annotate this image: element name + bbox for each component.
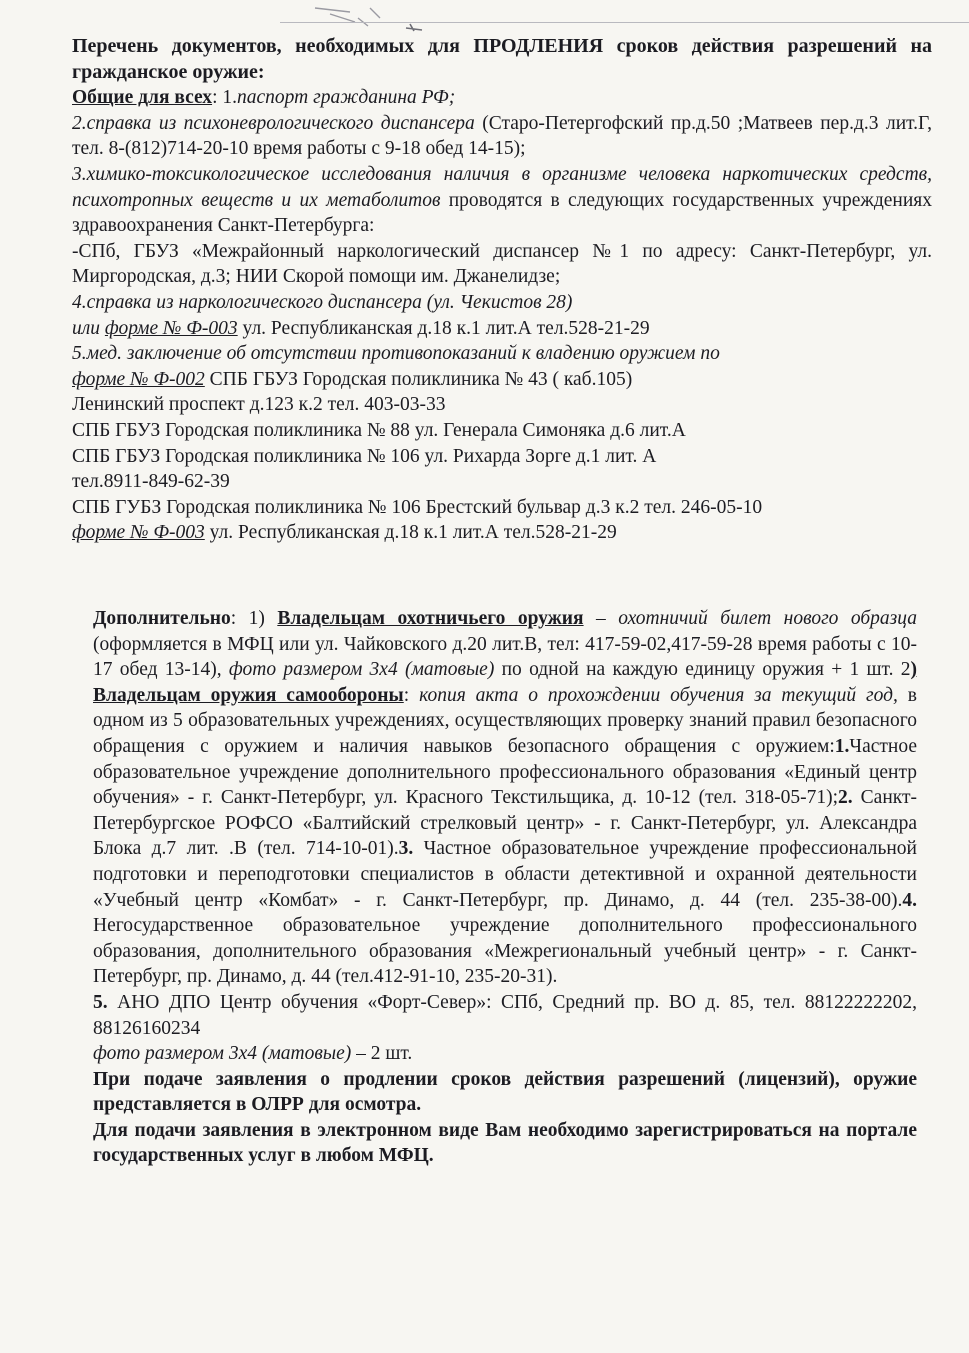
item2-details: (Старо-Петергофский пр.д.50 ;Матвеев пер.д.3 лит.Г, тел. 8-(812)714-20-10 время работы с 9-18 обед 14-15); [72,112,933,160]
item5-clinic: СПБ ГБУЗ Городская поликлиника № 43 ( каб.105) [204,368,633,390]
clinic-lenin-line: Ленинский проспект д.123 к.2 тел. 403-03-33 [72,394,446,416]
general-item-1 [72,85,932,111]
hunting-ticket-details: (оформляется в МФЦ или ул. Чайковского д.20 лит.В, тел: 417-59-02,417-59-28 время работы с 10-17 обед 13-14), [93,633,917,681]
org-2: Санкт-Петербургское РОФСО «Балтийский стрелковый центр» - г. Санкт-Петербург, ул. Александра Блока д.7 лит. .В (тел. 714-10-01). [93,787,917,860]
org-number-1: 1. [834,735,850,757]
additional-num-1: : 1) [230,608,278,629]
training-act-details: в одном из 5 образовательных учреждениях, осуществляющих проверку знаний правил безопасного обращения с оружием и наличия навыков безопасного обращения с оружием: [93,684,917,757]
org-1: Частное образовательное учреждение дополнительного профессионального образования «Единый центр обучения» - г. Санкт-Петербург, ул. Красного Текстильщика, д. 10-12 (тел. 318-05-71); [93,735,917,809]
training-act-copy: копия акта о прохождении обучения за текущий год, [419,684,898,706]
general-heading: Общие для всех [72,87,213,109]
item1-number: : 1. [212,87,237,109]
form-f003-line [72,520,932,546]
gosuslugi-note: Для подачи заявления в электронном виде Вам необходимо зарегистрироваться на портале государственных услуг в любом МФЦ. [93,1119,917,1167]
title-part2: сроков действия разрешений на гражданское оружие: [72,35,932,83]
clinic-106a-line: СПБ ГБУЗ Городская поликлиника № 106 ул. Рихарда Зорге д.1 лит. А [72,445,657,467]
form-f003-link: форме № Ф-003 [104,317,238,339]
hunting-photo-details: по одной на каждую единицу оружия + 1 шт. 2 [494,659,911,681]
inspection-note: При подаче заявления о продлении сроков действия разрешений (лицензий), оружие представляется в ОЛРР для осмотра. [93,1068,917,1116]
title-part1: Перечень документов, необходимых для [72,35,474,57]
item2-title: 2.справка из психоневрологического диспансера [72,112,475,134]
hunting-photo: фото размером 3х4 (матовые) [228,659,495,681]
hunting-ticket: охотничий билет нового образца [618,608,918,629]
org-3: Частное образовательное учреждение профессиональной подготовки и переподготовки специалистов в области детективной и охранной деятельности «Учебный центр «Комбат» - г. Санкт-Петербург, пр. Динамо, д. 44 (тел. 235-38-00). [93,838,917,911]
additional-paragraph [93,606,917,990]
hunting-dash: – [583,608,619,629]
clinic-106b-line: СПБ ГУБЗ Городская поликлиника № 106 Брестский бульвар д.3 к.2 тел. 246-05-10 [72,496,763,518]
org-number-4: 4. [902,889,917,911]
item4b-address: ул. Республиканская д.18 к.1 лит.А тел.528-21-29 [237,317,650,339]
general-item-4: 4.справка из наркологического диспансера (ул. Чекистов 28) [72,291,573,313]
form-f003-link-2: форме № Ф-003 [72,522,205,544]
general-item-2 [72,111,932,162]
self-defense-owners-heading: ) Владельцам оружия самообороны [93,659,917,706]
org-4: Негосударственное образовательное учреждение дополнительного профессионального образования, дополнительного образования «Межрегиональный учебный центр» - г. Санкт-Петербург, пр. Динамо, д. 44 (тел.412-91-10, 235-20-31). [93,915,917,988]
item3-title: 3.химико-токсикологическое исследования наличия в организме человека наркотических средств, психотропных веществ и их метаболитов [72,163,932,211]
org-number-2: 2. [838,787,853,809]
clinic-phone-line: тел.8911-849-62-39 [72,471,230,493]
general-item-3-place: -СПб, ГБУЗ «Межрайонный наркологический диспансер №1 по адресу: Санкт-Петербург, ул. Миргородская, д.3; НИИ Скорой помощи им. Джанелидзе; [72,240,932,288]
item3-details: проводятся в следующих государственных учреждениях здравоохранения Санкт-Петербурга: [72,189,932,237]
photo-count: – 2 шт. [351,1043,413,1065]
item1-text: паспорт гражданина РФ; [236,87,456,109]
item4b-or: или [72,317,105,339]
org-number-5: 5. [93,991,108,1013]
clinic-88-line: СПБ ГБУЗ Городская поликлиника № 88 ул. Генерала Симоняка д.6 лит.А [72,419,686,441]
scan-top-edge-line [280,22,969,23]
org-5-paragraph [93,990,917,1041]
general-item-3 [72,162,932,239]
documents-list-additional [93,606,917,1169]
documents-list-general [72,34,932,546]
hunting-owners-heading: Владельцам охотничьего оружия [277,608,584,629]
photo-line [93,1041,917,1067]
title-emphasis: ПРОДЛЕНИЯ [473,35,604,57]
general-item-4b [72,316,932,342]
additional-label: Дополнительно [93,608,231,629]
self-defense-colon: : [403,684,420,706]
document-title [72,34,932,85]
photo-size: фото размером 3х4 (матовые) [93,1043,352,1065]
form-f003-address: ул. Республиканская д.18 к.1 лит.А тел.528-21-29 [204,522,617,544]
org-5: АНО ДПО Центр обучения «Форт-Север»: СПб, Средний пр. ВО д. 85, тел. 88122222202, 88126160234 [93,991,917,1039]
general-item-5: 5.мед. заключение об отсутствии противопоказаний к владению оружием по [72,343,720,365]
general-item-5b [72,367,932,393]
org-number-3: 3. [398,838,414,860]
form-f002-link: форме № Ф-002 [72,368,205,390]
